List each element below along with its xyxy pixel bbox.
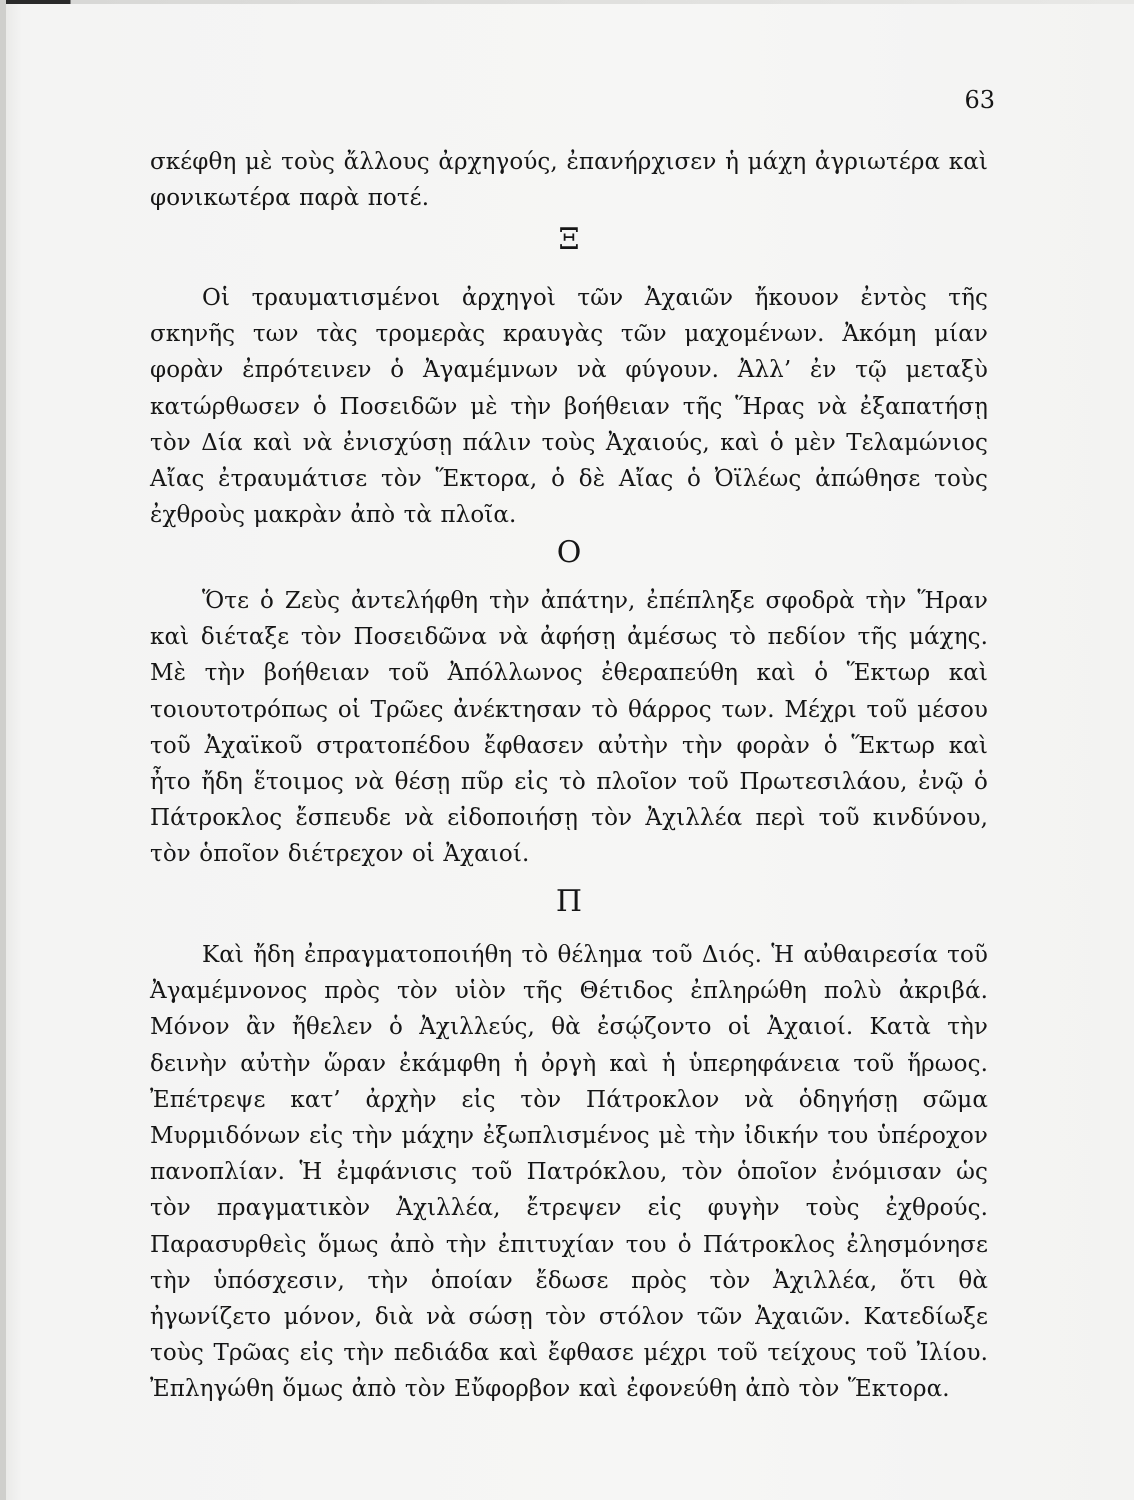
section-paragraph-pi: Καὶ ἤδη ἐπραγματοποιήθη τὸ θέλημα τοῦ Διός. Ἡ αὐθαιρεσία τοῦ Ἀγαμέμνονος πρὸς τὸν υἱὸν τῆς Θέτιδος ἐπληρώθη πολὺ ἀκριβά. Μόνον ἂν ἤθελεν ὁ Ἀχιλλεύς, θὰ ἐσῴζοντο οἱ Ἀχαιοί. Κατὰ τὴν δεινὴν αὐτὴν ὥραν ἐκάμφθη ἡ ὀργὴ καὶ ἡ ὑπερηφάνεια τοῦ ἥρωος. Ἐπέτρεψε κατ’ ἀρχὴν εἰς τὸν Πάτροκλον νὰ ὁδηγήσῃ σῶμα Μυρμιδόνων εἰς τὴν μάχην ἐξωπλισμένος μὲ τὴν ἰδικήν του ὑπέροχον πανοπλίαν. Ἡ ἐμφάνισις τοῦ Πατρόκλου, τὸν ὁποῖον ἐνόμισαν ὡς τὸν πραγματικὸν Ἀχιλλέα, ἔτρεψεν εἰς φυγὴν τοὺς ἐχθρούς. Παρασυρθεὶς ὅμως ἀπὸ τὴν ἐπιτυχίαν του ὁ Πάτροκλος ἐλησμόνησε τὴν ὑπόσχεσιν, τὴν ὁποίαν ἔδωσε πρὸς τὸν Ἀχιλλέα, ὅτι θὰ ἠγωνίζετο μόνον, διὰ νὰ σώσῃ τὸν στόλον τῶν Ἀχαιῶν. Κατεδίωξε τοὺς Τρῶας εἰς τὴν πεδιάδα καὶ ἔφθασε μέχρι τοῦ τείχους τοῦ Ἰλίου. Ἐπληγώθη ὅμως ἀπὸ τὸν Εὔφορβον καὶ ἐφονεύθη ἀπὸ τὸν Ἕκτορα. [150, 942, 988, 1403]
section-heading-omicron: Ο [556, 535, 582, 570]
page-top-edge [0, 0, 1134, 4]
section-heading-pi: Π [555, 884, 583, 919]
section-paragraph-omicron: Ὅτε ὁ Ζεὺς ἀντελήφθη τὴν ἀπάτην, ἐπέπληξε σφοδρὰ τὴν Ἥραν καὶ διέταξε τὸν Ποσειδῶνα νὰ ἀφήσῃ ἀμέσως τὸ πεδίον τῆς μάχης. Μὲ τὴν βοήθειαν τοῦ Ἀπόλλωνος ἐθεραπεύθη καὶ ὁ Ἕκτωρ καὶ τοιουτοτρόπως οἱ Τρῶες ἀνέκτησαν τὸ θάρρος των. Μέχρι τοῦ μέσου τοῦ Ἀχαϊκοῦ στρατοπέδου ἔφθασεν αὐτὴν τὴν φορὰν ὁ Ἕκτωρ καὶ ἦτο ἤδη ἕτοιμος νὰ θέσῃ πῦρ εἰς τὸ πλοῖον τοῦ Πρωτεσιλάου, ἐνῷ ὁ Πάτροκλος ἔσπευδε νὰ εἰδοποιήσῃ τὸν Ἀχιλλέα περὶ τοῦ κινδύνου, τὸν ὁποῖον διέτρεχον οἱ Ἀχαιοί. [150, 588, 988, 868]
section-paragraph-xi: Οἱ τραυματισμένοι ἀρχηγοὶ τῶν Ἀχαιῶν ἤκουον ἐντὸς τῆς σκηνῆς των τὰς τρομερὰς κραυγὰς τῶν μαχομένων. Ἀκόμη μίαν φορὰν ἐπρότεινεν ὁ Ἀγαμέμνων νὰ φύγουν. Ἀλλ’ ἐν τῷ μεταξὺ κατώρθωσεν ὁ Ποσειδῶν μὲ τὴν βοήθειαν τῆς Ἥρας νὰ ἐξαπατήσῃ τὸν Δία καὶ νὰ ἐνισχύσῃ πάλιν τοὺς Ἀχαιούς, καὶ ὁ μὲν Τελαμώνιος Αἴας ἐτραυμάτισε τὸν Ἕκτορα, ὁ δὲ Αἴας ὁ Ὀϊλέως ἀπώθησε τοὺς ἐχθροὺς μακρὰν ἀπὸ τὰ πλοῖα. [150, 285, 988, 529]
intro-paragraph: σκέφθη μὲ τοὺς ἄλλους ἀρχηγούς, ἐπανήρχισεν ἡ μάχη ἀγριωτέρα καὶ φονικωτέρα παρὰ ποτέ. [150, 149, 988, 212]
page-number: 63 [964, 86, 995, 114]
page-binding-edge [0, 0, 6, 1500]
section-heading-xi: Ξ [558, 222, 580, 257]
